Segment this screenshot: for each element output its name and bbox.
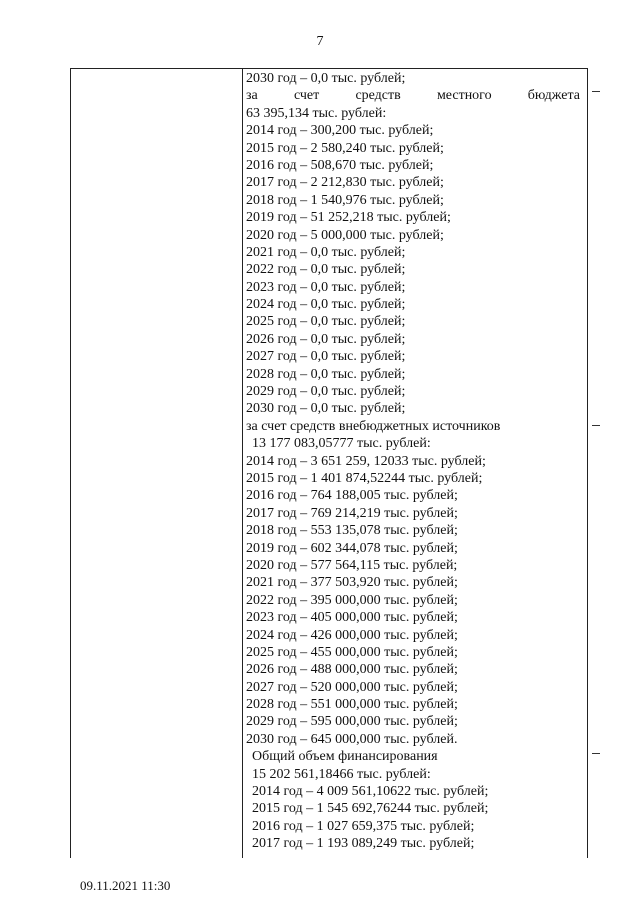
year-line: 2019 год – 602 344,078 тыс. рублей; xyxy=(246,540,458,556)
local-budget-heading xyxy=(246,87,580,104)
year-line: 2014 год – 3 651 259, 12033 тыс. рублей; xyxy=(246,453,486,469)
funding-cell xyxy=(246,70,584,853)
footer-timestamp: 09.11.2021 11:30 xyxy=(80,878,171,893)
year-line: 2023 год – 0,0 тыс. рублей; xyxy=(246,279,406,295)
year-line: 2020 год – 5 000,000 тыс. рублей; xyxy=(246,227,444,243)
year-line: 2026 год – 488 000,000 тыс. рублей; xyxy=(246,662,458,678)
heading-word: за xyxy=(246,88,258,104)
year-line: 2020 год – 577 564,115 тыс. рублей; xyxy=(246,557,458,573)
local-budget-total: 63 395,134 тыс. рублей: xyxy=(246,105,387,121)
year-line: 2017 год – 2 212,830 тыс. рублей; xyxy=(246,175,444,191)
text-line: 2030 год – 0,0 тыс. рублей; xyxy=(246,71,406,86)
year-line: 2018 год – 1 540,976 тыс. рублей; xyxy=(246,192,444,208)
year-line: 2026 год – 0,0 тыс. рублей; xyxy=(246,331,406,347)
year-line: 2017 год – 769 214,219 тыс. рублей; xyxy=(246,505,458,521)
year-line: 2022 год – 0,0 тыс. рублей; xyxy=(246,262,406,278)
year-line: 2021 год – 0,0 тыс. рублей; xyxy=(246,244,406,260)
total-funding-years xyxy=(246,783,584,853)
total-funding-heading: Общий объем финансирования xyxy=(252,749,438,765)
year-line: 2027 год – 520 000,000 тыс. рублей; xyxy=(246,679,458,695)
column-divider xyxy=(242,68,243,858)
heading-word: средств xyxy=(355,88,401,104)
year-line: 2014 год – 4 009 561,10622 тыс. рублей; xyxy=(252,784,489,800)
year-line: 2021 год – 377 503,920 тыс. рублей; xyxy=(246,575,458,591)
year-line: 2016 год – 1 027 659,375 тыс. рублей; xyxy=(252,818,475,834)
year-line: 2028 год – 551 000,000 тыс. рублей; xyxy=(246,697,458,713)
heading-word: бюджета xyxy=(527,88,580,104)
heading-word: местного xyxy=(436,88,492,104)
year-line: 2015 год – 1 401 874,52244 тыс. рублей; xyxy=(246,470,483,486)
total-funding-total: 15 202 561,18466 тыс. рублей: xyxy=(252,766,431,782)
year-line: 2028 год – 0,0 тыс. рублей; xyxy=(246,366,406,382)
year-line: 2024 год – 0,0 тыс. рублей; xyxy=(246,297,406,313)
year-line: 2019 год – 51 252,218 тыс. рублей; xyxy=(246,210,451,226)
year-line: 2016 год – 508,670 тыс. рублей; xyxy=(246,157,434,173)
year-line: 2030 год – 0,0 тыс. рублей; xyxy=(246,401,406,417)
extra-budget-heading: за счет средств внебюджетных источников xyxy=(246,418,501,434)
year-line: 2030 год – 645 000,000 тыс. рублей. xyxy=(246,731,458,747)
margin-dash xyxy=(592,91,600,92)
year-line: 2016 год – 764 188,005 тыс. рублей; xyxy=(246,488,458,504)
year-line: 2015 год – 2 580,240 тыс. рублей; xyxy=(246,140,444,156)
heading-word: счет xyxy=(293,88,320,104)
year-line: 2029 год – 595 000,000 тыс. рублей; xyxy=(246,714,458,730)
year-line: 2027 год – 0,0 тыс. рублей; xyxy=(246,349,406,365)
margin-dash xyxy=(592,425,600,426)
year-line: 2025 год – 0,0 тыс. рублей; xyxy=(246,314,406,330)
year-line: 2025 год – 455 000,000 тыс. рублей; xyxy=(246,644,458,660)
local-budget-years xyxy=(246,122,584,418)
year-line: 2017 год – 1 193 089,249 тыс. рублей; xyxy=(252,836,475,852)
margin-dash xyxy=(592,753,600,754)
year-line: 2018 год – 553 135,078 тыс. рублей; xyxy=(246,523,458,539)
year-line: 2029 год – 0,0 тыс. рублей; xyxy=(246,384,406,400)
year-line: 2014 год – 300,200 тыс. рублей; xyxy=(246,123,434,139)
extra-budget-total: 13 177 083,05777 тыс. рублей: xyxy=(252,436,431,452)
year-line: 2022 год – 395 000,000 тыс. рублей; xyxy=(246,592,458,608)
year-line: 2024 год – 426 000,000 тыс. рублей; xyxy=(246,627,458,643)
extra-budget-years xyxy=(246,453,584,749)
page-number: 7 xyxy=(316,34,324,49)
year-line: 2015 год – 1 545 692,76244 тыс. рублей; xyxy=(252,801,489,817)
year-line: 2023 год – 405 000,000 тыс. рублей; xyxy=(246,610,458,626)
